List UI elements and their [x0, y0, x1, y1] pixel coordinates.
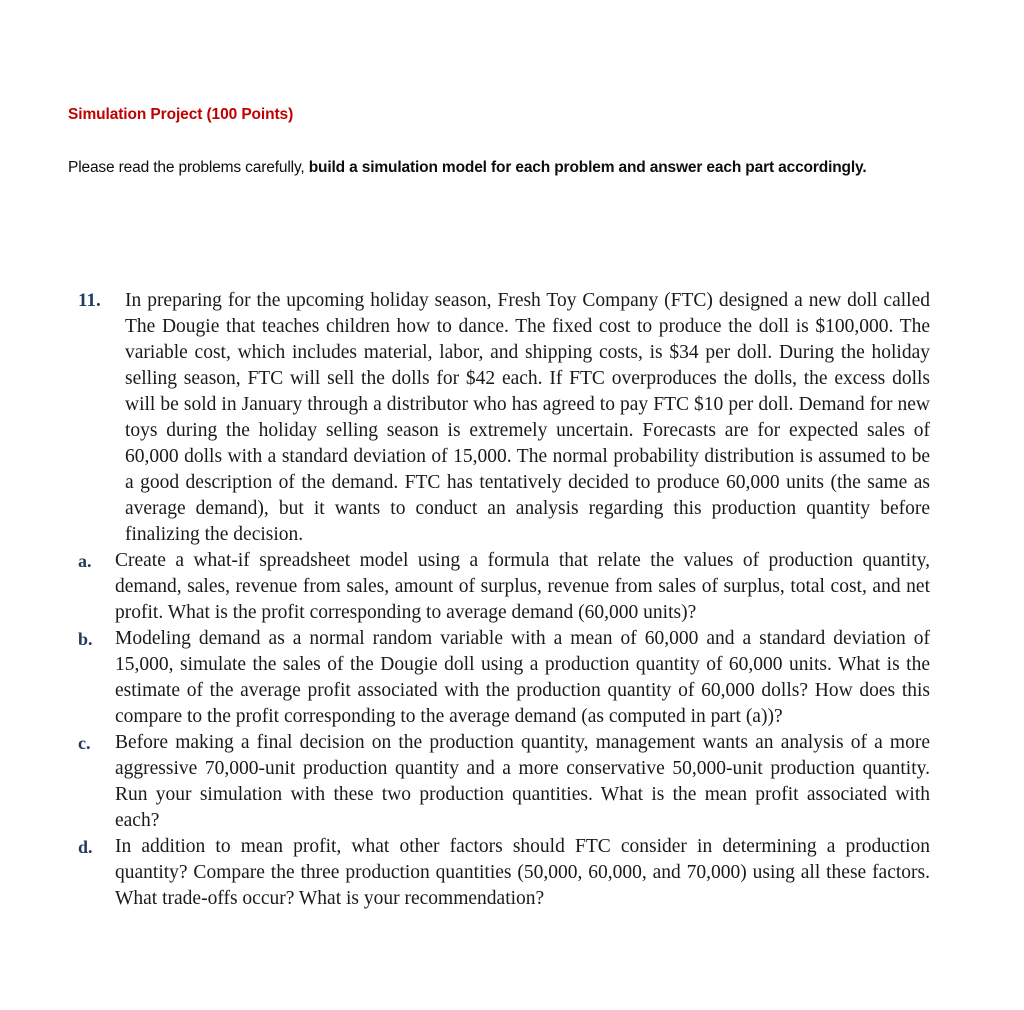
- instruction-paragraph: [68, 125, 930, 182]
- subpart-marker-b: b.: [78, 629, 93, 649]
- list-item: [78, 626, 930, 730]
- header-block: [68, 106, 930, 181]
- subpart-marker-a: a.: [78, 551, 92, 571]
- page-title: Simulation Project (100 Points): [68, 106, 294, 123]
- problem-main: [78, 288, 930, 548]
- instruction-bold-text: build a simulation model for each problem and answer each part accordingly: [308, 158, 863, 176]
- list-item: [78, 730, 930, 834]
- instruction-period: .: [862, 158, 867, 176]
- subpart-text-d: In addition to mean profit, what other factors should FTC consider in determining a production quantity? Compare the three production quantities (50,000, 60,000, and 70,000) using all these factors. What trade-offs occur? What is your recommendation?: [115, 836, 930, 909]
- problem-block: [78, 288, 930, 912]
- subpart-text-c: Before making a final decision on the production quantity, management wants an analysis of a more aggressive 70,000-unit production quantity and a more conservative 50,000-unit production quantity. Run your simulation with these two production quantities. What is the mean profit associated with each?: [115, 732, 930, 831]
- subpart-text-b: Modeling demand as a normal random variable with a mean of 60,000 and a standard deviation of 15,000, simulate the sales of the Dougie doll using a production quantity of 60,000 units. What is the estimate of the average profit associated with the production quantity of 60,000 dolls? How does this compare to the profit corresponding to the average demand (as computed in part (a))?: [115, 628, 930, 727]
- list-item: [78, 548, 930, 626]
- subpart-marker-c: c.: [78, 733, 91, 753]
- list-item: [78, 834, 930, 912]
- subpart-marker-d: d.: [78, 837, 93, 857]
- problem-statement: In preparing for the upcoming holiday season, Fresh Toy Company (FTC) designed a new doll called The Dougie that teaches children how to dance. The fixed cost to produce the doll is $100,000. The variable cost, which includes material, labor, and shipping costs, is $34 per doll. During the holiday selling season, FTC will sell the dolls for $42 each. If FTC overproduces the dolls, the excess dolls will be sold in January through a distributor who has agreed to pay FTC $10 per doll. Demand for new toys during the holiday selling season is extremely uncertain. Forecasts are for expected sales of 60,000 dolls with a standard deviation of 15,000. The normal probability distribution is assumed to be a good description of the demand. FTC has tentatively decided to produce 60,000 units (the same as average demand), but it wants to conduct an analysis regarding this production quantity before finalizing the decision.: [125, 290, 930, 545]
- problem-number: 11.: [78, 290, 101, 311]
- problem-subparts-list: [78, 548, 930, 912]
- instruction-plain-text: Please read the problems carefully,: [68, 158, 309, 176]
- subpart-text-a: Create a what-if spreadsheet model using a formula that relate the values of production quantity, demand, sales, revenue from sales, amount of surplus, revenue from sales of surplus, total cost, and net profit. What is the profit corresponding to average demand (60,000 units)?: [115, 550, 930, 623]
